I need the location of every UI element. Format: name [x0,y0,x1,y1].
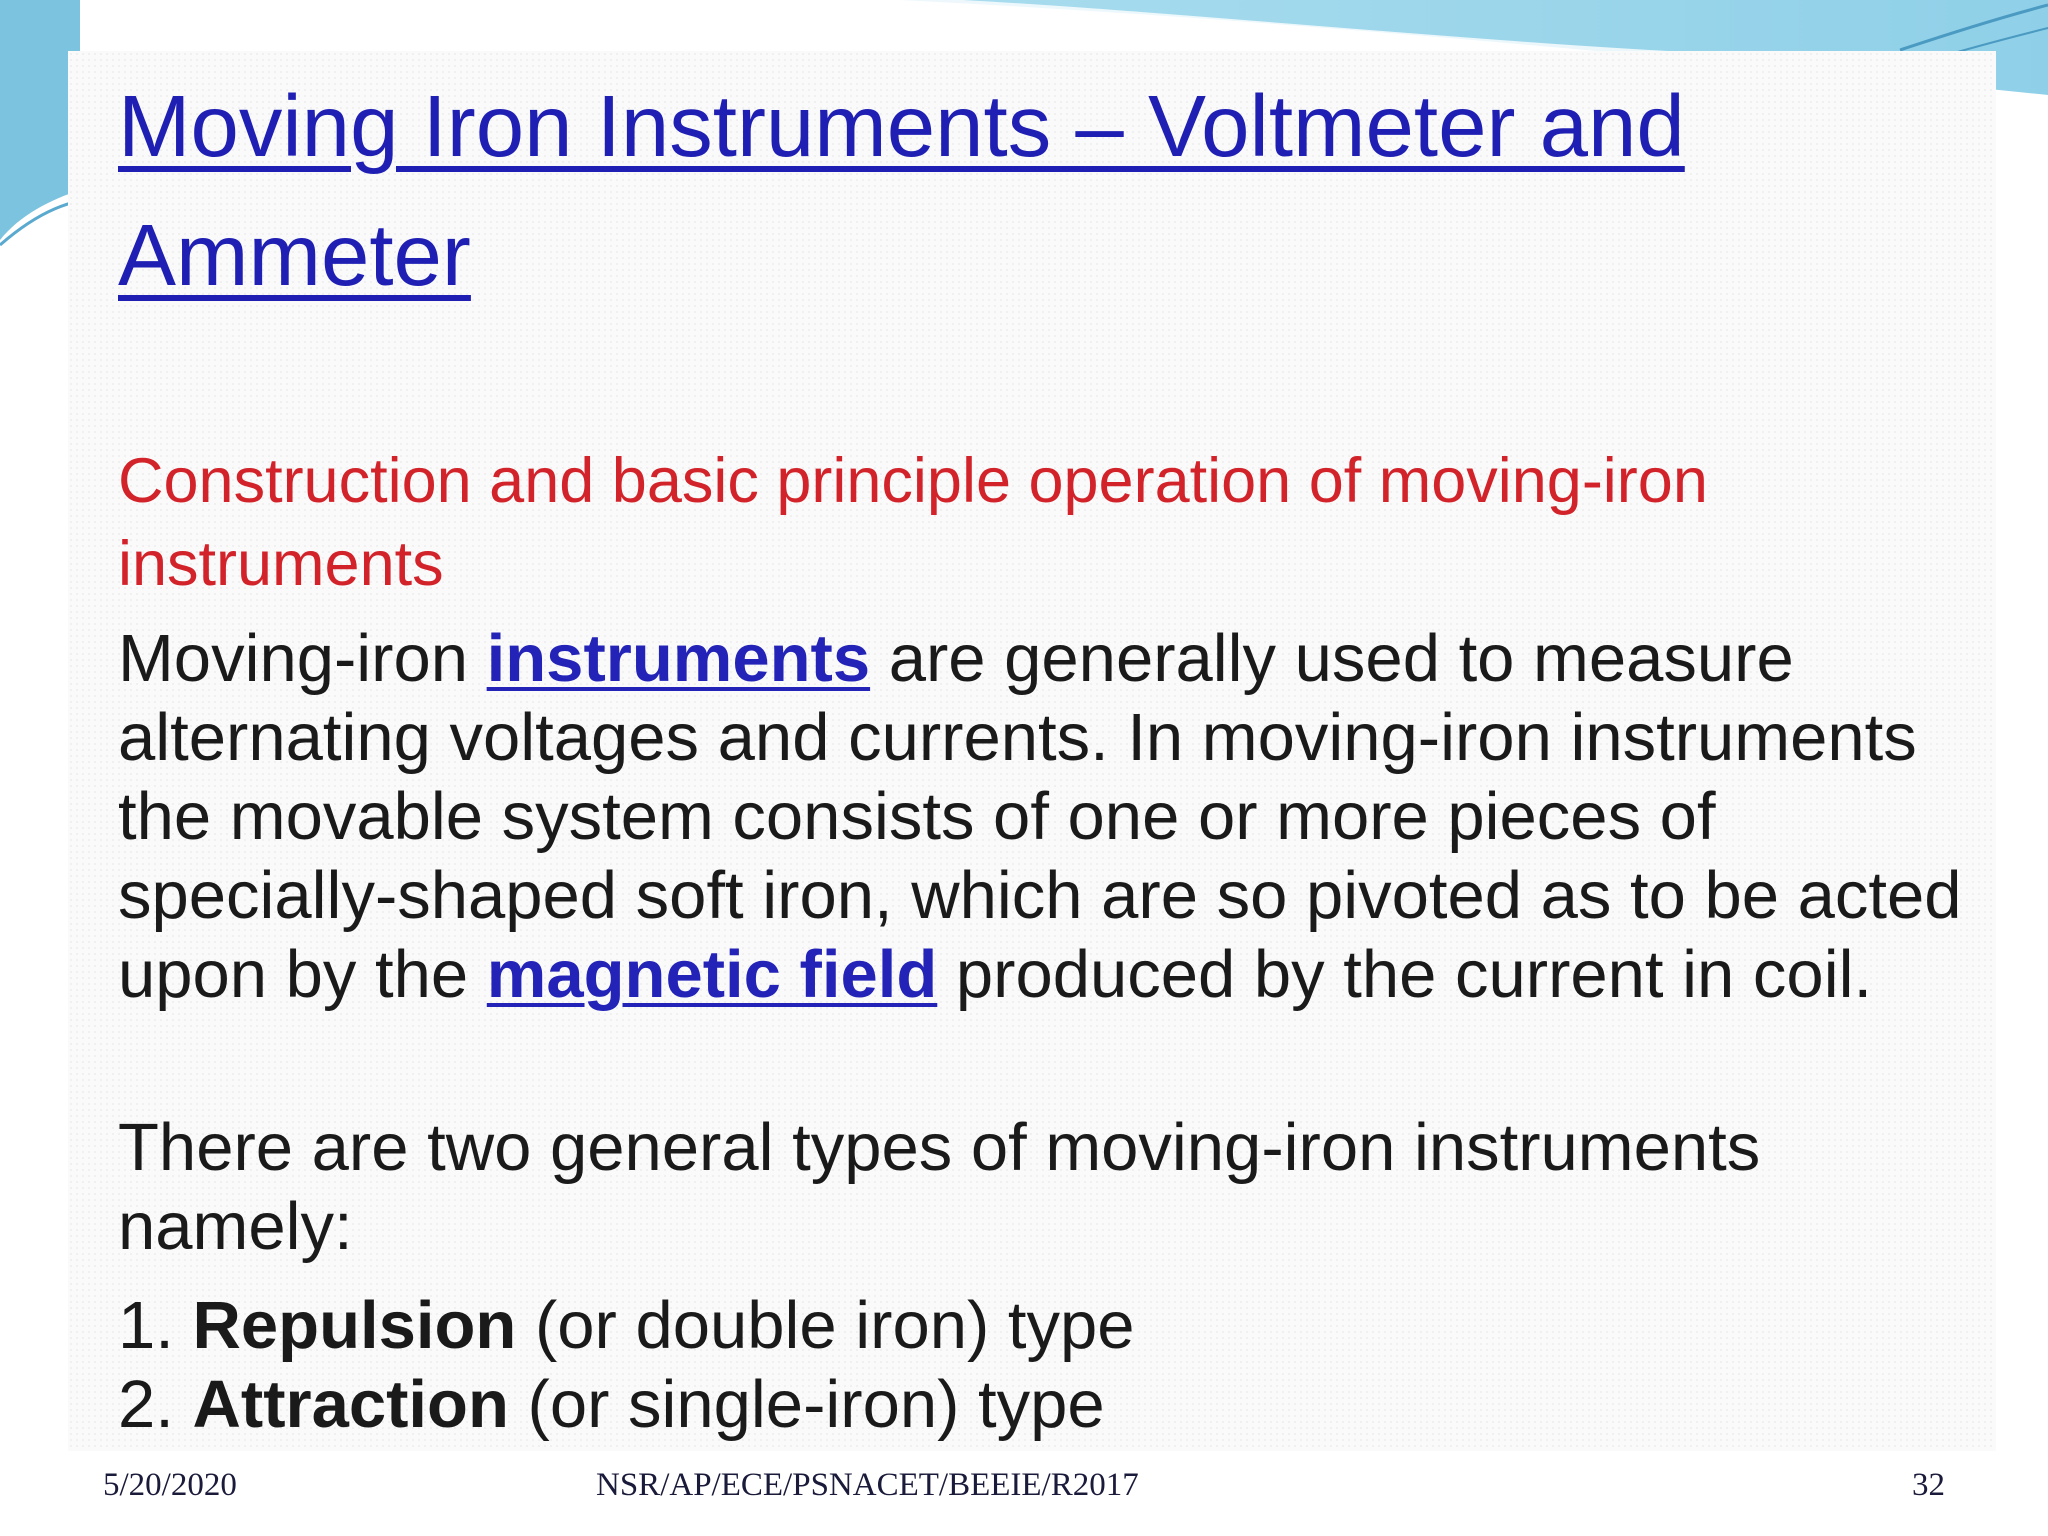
instruments-link[interactable]: instruments [486,621,871,696]
footer-course-code: NSR/AP/ECE/PSNACET/BEEIE/R2017 [596,1467,1139,1503]
list-item [118,1365,1978,1444]
description-paragraph [118,619,1998,1014]
magnetic-field-link[interactable]: magnetic field [486,937,938,1012]
types-intro-paragraph: There are two general types of moving-iron instruments namely: [118,1110,1761,1264]
paragraph-text: produced by the current in coil. [937,937,1873,1012]
footer-date: 5/20/2020 [103,1467,237,1503]
type-description: (or double iron) type [516,1288,1135,1363]
paragraph-text: are generally used to measure alternating voltages and currents. In moving-iron instruments the movable system consists of one or more pieces of specially-shaped soft iron, which are so pivoted as to be acted upon by the [118,621,1962,1012]
slide-title: Moving Iron Instruments – Voltmeter and Ammeter [118,78,1685,304]
footer-page-number: 32 [1912,1467,1945,1503]
paragraph-text: Moving-iron [118,621,487,696]
list-number: 2. [118,1367,193,1442]
list-item [118,1286,1978,1365]
list-number: 1. [118,1288,193,1363]
type-name: Repulsion [192,1288,517,1363]
section-subheading: Construction and basic principle operation of moving-iron instruments [118,446,1708,599]
types-list [118,1286,1978,1444]
type-description: (or single-iron) type [508,1367,1105,1442]
type-name: Attraction [192,1367,509,1442]
